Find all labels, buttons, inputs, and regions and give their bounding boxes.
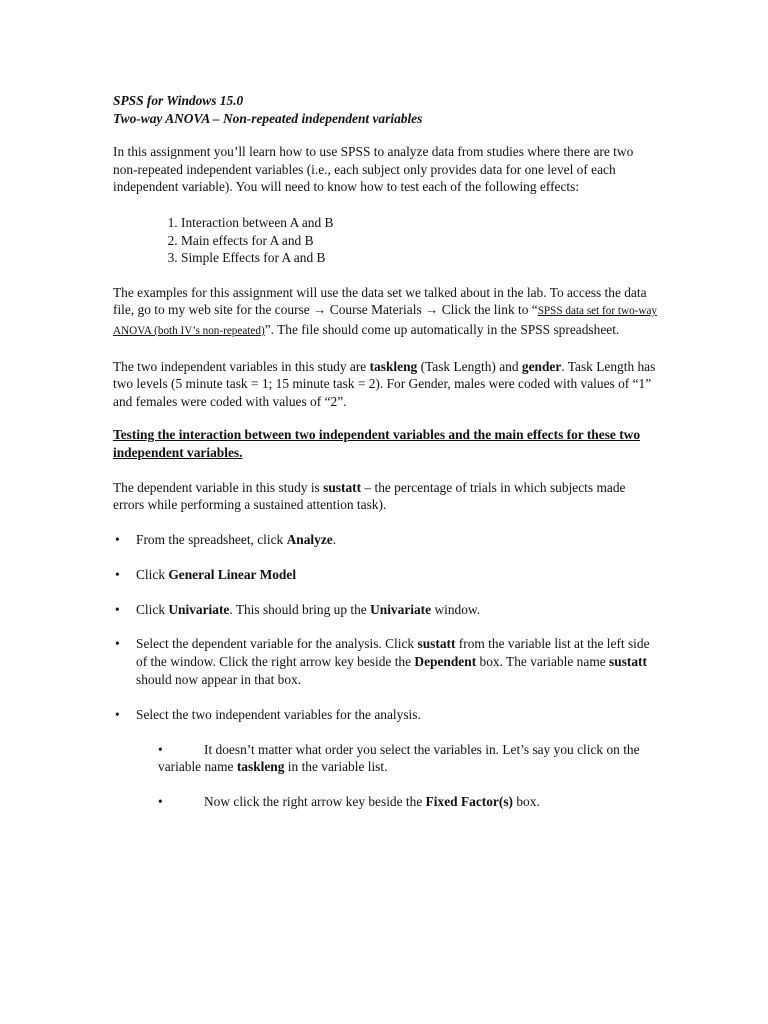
list-item: 3. Simple Effects for A and B xyxy=(181,249,658,267)
substep-order: • It doesn’t matter what order you select the variables in. Let’s say you click on the variable name taskleng in the variable list. xyxy=(158,741,640,775)
bullet-icon: • xyxy=(115,567,120,583)
intro-paragraph: In this assignment you’ll learn how to use SPSS to analyze data from studies where there are two non-repeated independent variables (i.e., each subject only provides data for one level of each independent variable). You will need to know how to test each of the following effects: xyxy=(113,144,634,195)
step-univariate: • Click Univariate. This should bring up the Univariate window. xyxy=(115,601,481,617)
step-select-dependent: • Select the dependent variable for the analysis. Click sustatt from the variable list at the left side of the window. Click the right arrow key beside the Dependent box. The variable name sustatt should now appear in that box. xyxy=(115,636,650,687)
dataset-link[interactable]: SPSS data set for two-way ANOVA (both IV’s non-repeated) xyxy=(113,305,658,337)
var-taskleng: taskleng xyxy=(369,358,418,374)
bullet-icon: • xyxy=(115,601,120,617)
bullet-icon: • xyxy=(158,794,163,810)
section-heading: Testing the interaction between two independent variables and the main effects for these two independent variables. xyxy=(113,427,641,460)
bullet-icon: • xyxy=(158,741,163,757)
document-content xyxy=(113,92,658,811)
substep-fixed-factor: • Now click the right arrow key beside the Fixed Factor(s) box. xyxy=(158,794,540,810)
effects-list xyxy=(113,214,658,267)
step-select-independent: • Select the two independent variables for the analysis. xyxy=(115,707,421,723)
step-analyze: • From the spreadsheet, click Analyze. xyxy=(115,531,337,547)
list-item: 1. Interaction between A and B xyxy=(181,214,658,232)
bullet-icon: • xyxy=(115,707,120,723)
var-gender: gender xyxy=(521,358,562,374)
bullet-icon: • xyxy=(115,636,120,652)
title-line-2: Two-way ANOVA – Non-repeated independent variables xyxy=(113,110,423,126)
bullet-icon: • xyxy=(115,531,120,547)
step-general-linear-model: • Click General Linear Model xyxy=(115,567,297,583)
variables-paragraph: The two independent variables in this study are taskleng (Task Length) and gender. Task Length has two levels (5 minute task = 1; 15 minute task = 2). For Gender, males were coded with values of “1” and females were coded with values of “2”. xyxy=(113,358,656,409)
title-line-1: SPSS for Windows 15.0 xyxy=(113,93,244,108)
document-title xyxy=(113,92,658,127)
dependent-paragraph: The dependent variable in this study is sustatt – the percentage of trials in which subjects made errors while performing a sustained attention task). xyxy=(113,479,626,513)
var-sustatt: sustatt xyxy=(323,479,362,495)
examples-paragraph: The examples for this assignment will use the data set we talked about in the lab. To access the data file, go to my web site for the course → Course Materials → Click the link to “SPSS data set for two-way ANOVA (both IV’s non-repeated)”. The file should come up automatically in the SPSS spreadsheet. xyxy=(113,284,658,337)
list-item: 2. Main effects for A and B xyxy=(181,232,658,250)
